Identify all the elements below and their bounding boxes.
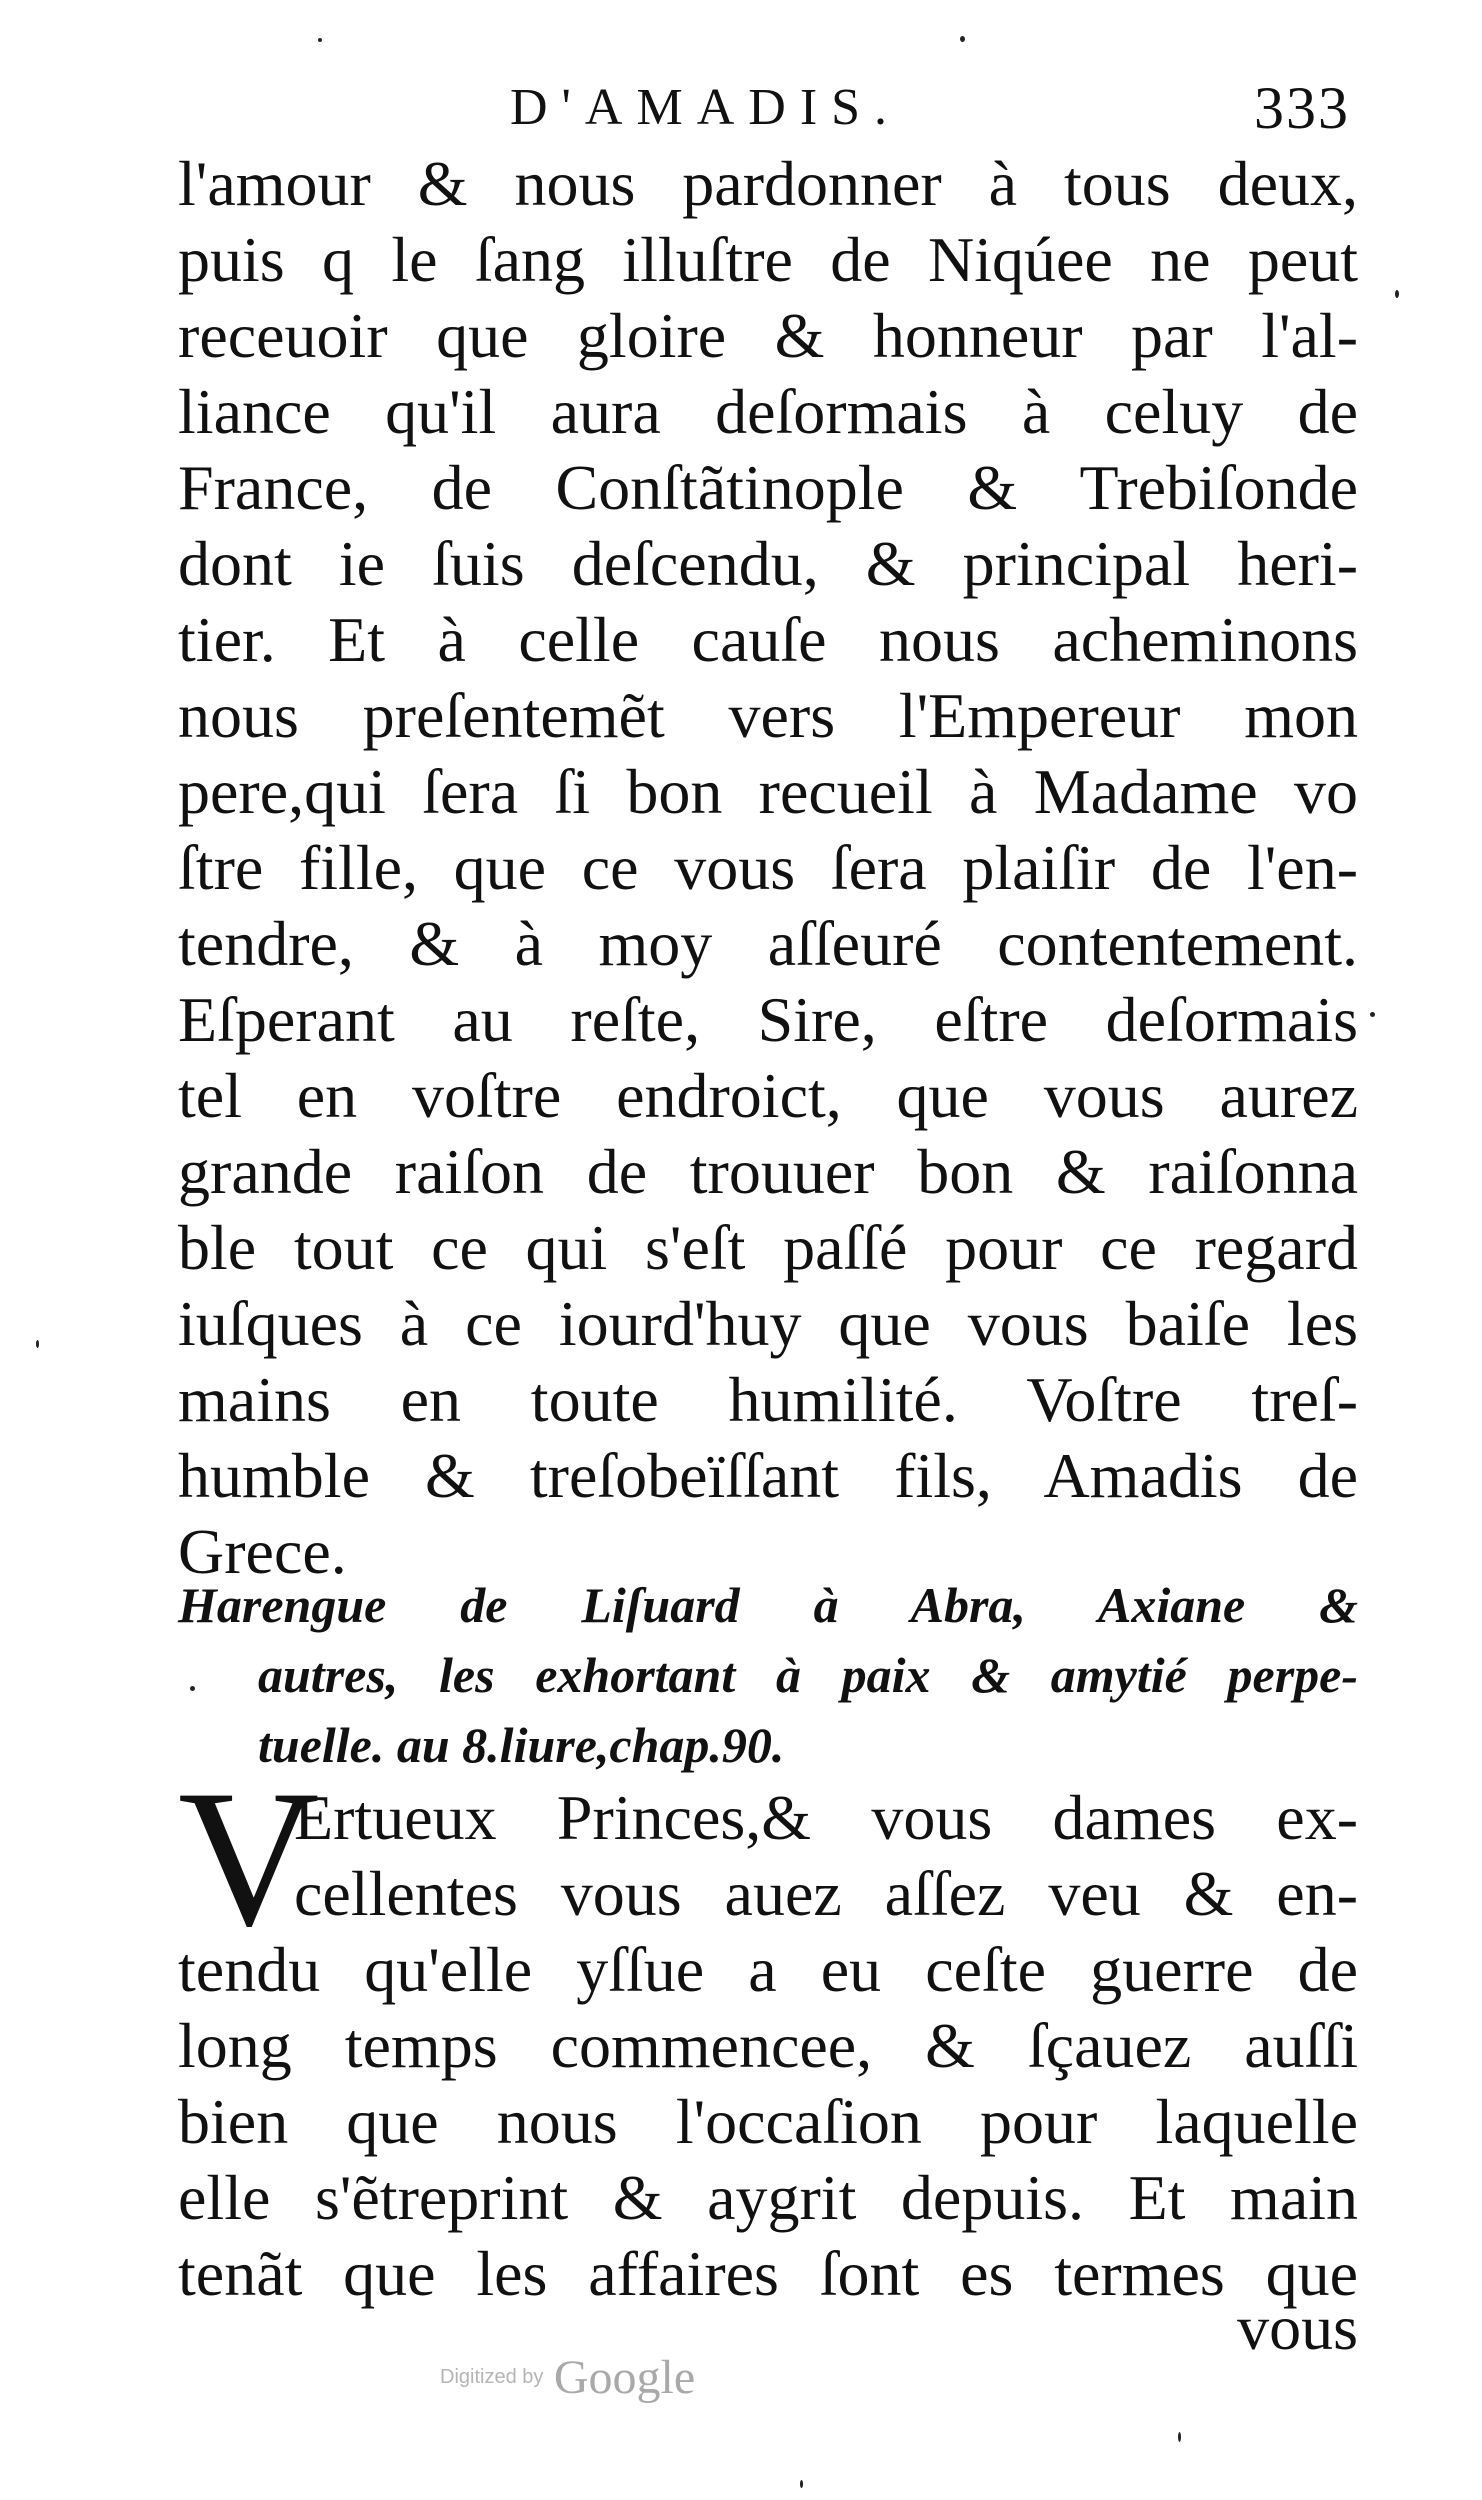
- text-line: nous preſentemẽt vers l'Empereur mon: [178, 680, 1358, 751]
- text-line: dont ie ſuis deſcendu, & principal heri-: [178, 528, 1358, 599]
- page-number: 333: [1254, 75, 1350, 141]
- paragraph-1: [178, 146, 1358, 1590]
- text-line: cellentes vous auez aſſez veu & en-: [294, 1858, 1358, 1929]
- text-line: grande raiſon de trouuer bon & raiſonna: [178, 1136, 1358, 1207]
- ink-speck: [36, 1340, 39, 1348]
- digitized-watermark: [440, 2350, 695, 2410]
- running-title: D'AMADIS.: [510, 79, 902, 136]
- text-line: mains en toute humilité. Voſtre treſ-: [178, 1364, 1358, 1435]
- text-line: Ertueux Princes,& vous dames ex-: [294, 1782, 1358, 1853]
- heading-line: Harengue de Liſuard à Abra, Axiane &: [178, 1577, 1358, 1633]
- ink-speck: [800, 2480, 803, 2488]
- ink-speck: [318, 38, 322, 42]
- section-heading: [178, 1570, 1358, 1780]
- text-line: tier. Et à celle cauſe nous acheminons: [178, 604, 1358, 675]
- running-head: [180, 68, 1350, 148]
- text-line: l'amour & nous pardonner à tous deux,: [178, 148, 1358, 219]
- text-line: tenãt que les affaires ſont es termes que: [178, 2238, 1358, 2309]
- text-line: liance qu'il aura deſormais à celuy de: [178, 376, 1358, 447]
- ink-speck: [1395, 290, 1399, 298]
- ink-speck: [960, 36, 965, 42]
- watermark-prefix: Digitized by: [440, 2366, 544, 2388]
- watermark-brand: Google: [553, 2351, 696, 2404]
- text-line: Grece.: [178, 1516, 347, 1587]
- heading-line: tuelle. au 8.liure,chap.90.: [258, 1717, 785, 1773]
- text-line: Eſperant au reſte, Sire, eſtre deſormais: [178, 984, 1358, 1055]
- text-line: puis q le ſang illuſtre de Niqúee ne peut: [178, 224, 1358, 295]
- ink-speck: [190, 1686, 195, 1691]
- text-line: tel en voſtre endroict, que vous aurez: [178, 1060, 1358, 1131]
- text-line: receuoir que gloire & honneur par l'al-: [178, 300, 1358, 371]
- drop-cap: V: [178, 1750, 320, 1967]
- text-line: iuſques à ce iourd'huy que vous baiſe les: [178, 1288, 1358, 1359]
- catchword: vous: [1237, 2292, 1358, 2363]
- ink-speck: [1370, 1012, 1375, 1017]
- text-line: humble & treſobeïſſant fils, Amadis de: [178, 1440, 1358, 1511]
- text-line: ble tout ce qui s'eſt paſſé pour ce regard: [178, 1212, 1358, 1283]
- text-line: bien que nous l'occaſion pour laquelle: [178, 2086, 1358, 2157]
- text-line: France, de Conſtãtinople & Trebiſonde: [178, 452, 1358, 523]
- text-line: tendu qu'elle yſſue a eu ceſte guerre de: [178, 1934, 1358, 2005]
- heading-line: autres, les exhortant à paix & amytié perpe-: [258, 1647, 1358, 1703]
- paragraph-2: [178, 1750, 1358, 2312]
- text-line: elle s'ẽtreprint & aygrit depuis. Et main: [178, 2162, 1358, 2233]
- text-line: long temps commencee, & ſçauez auſſi: [178, 2010, 1358, 2081]
- ink-speck: [1178, 2432, 1181, 2442]
- text-line: tendre, & à moy aſſeuré contentement.: [178, 908, 1358, 979]
- text-line: ſtre fille, que ce vous ſera plaiſir de l'en-: [178, 832, 1358, 903]
- text-line: pere,qui ſera ſi bon recueil à Madame vo: [178, 756, 1358, 827]
